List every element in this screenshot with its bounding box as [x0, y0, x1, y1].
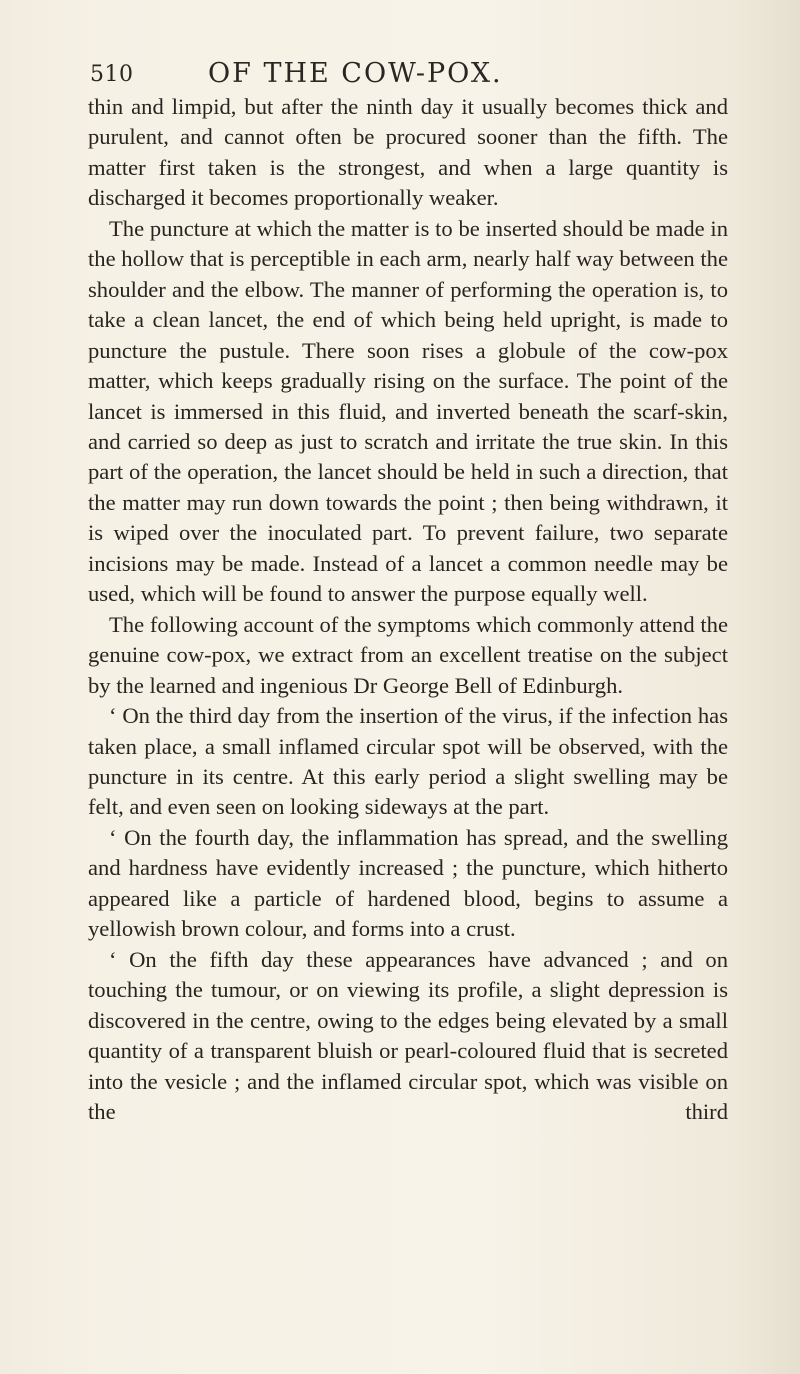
page-header [90, 56, 750, 92]
paragraph-1: thin and limpid, but after the ninth day it usually becomes thick and purulent, and cannot often be procured sooner than the fifth. The matter first taken is the strongest, and when a large quantity is discharged it becomes proportionally weaker. [88, 94, 728, 211]
paragraph-5: ‘ On the fourth day, the inflammation has spread, and the swelling and hardness have evidently increased ; the puncture, which hitherto appeared like a particle of hardened blood, begins to assume a yellowish brown colour, and forms into a crust. [88, 824, 728, 942]
body-text [88, 92, 728, 1127]
paragraph-2: The puncture at which the matter is to be inserted should be made in the hollow that is perceptible in each arm, nearly half way between the shoulder and the elbow. The manner of performing the operation is, to take a clean lancet, the end of which being held upright, is made to puncture the pustule. There soon rises a globule of the cow-pox matter, which keeps gradually rising on the surface. The point of the lancet is immersed in this fluid, and inverted beneath the scarf-skin, and carried so deep as just to scratch and irritate the true skin. In this part of the operation, the lancet should be held in such a direction, that the matter may run down towards the point ; then being withdrawn, it is wiped over the inoculated part. To prevent failure, two separate incisions may be made. Instead of a lancet a common needle may be used, which will be found to answer the purpose equally well. [88, 215, 728, 607]
paragraph-6: ‘ On the fifth day these appearances have advanced ; and on touching the tumour, or on viewing its profile, a slight depression is discovered in the centre, owing to the edges being elevated by a small quantity of a transparent bluish or pearl-coloured fluid that is secreted into the vesicle ; and the inflamed circular spot, which was visible on the third [88, 946, 728, 1124]
paragraph-4: ‘ On the third day from the insertion of the virus, if the infection has taken place, a small inflamed circular spot will be observed, with the puncture in its centre. At this early period a slight swelling may be felt, and even seen on looking sideways at the part. [88, 703, 728, 820]
paragraph-3: The following account of the symptoms which commonly attend the genuine cow-pox, we extract from an excellent treatise on the subject by the learned and ingenious Dr George Bell of Edinburgh. [88, 611, 728, 698]
running-head: OF THE COW-POX. [208, 58, 503, 89]
page-number: 510 [90, 62, 134, 87]
